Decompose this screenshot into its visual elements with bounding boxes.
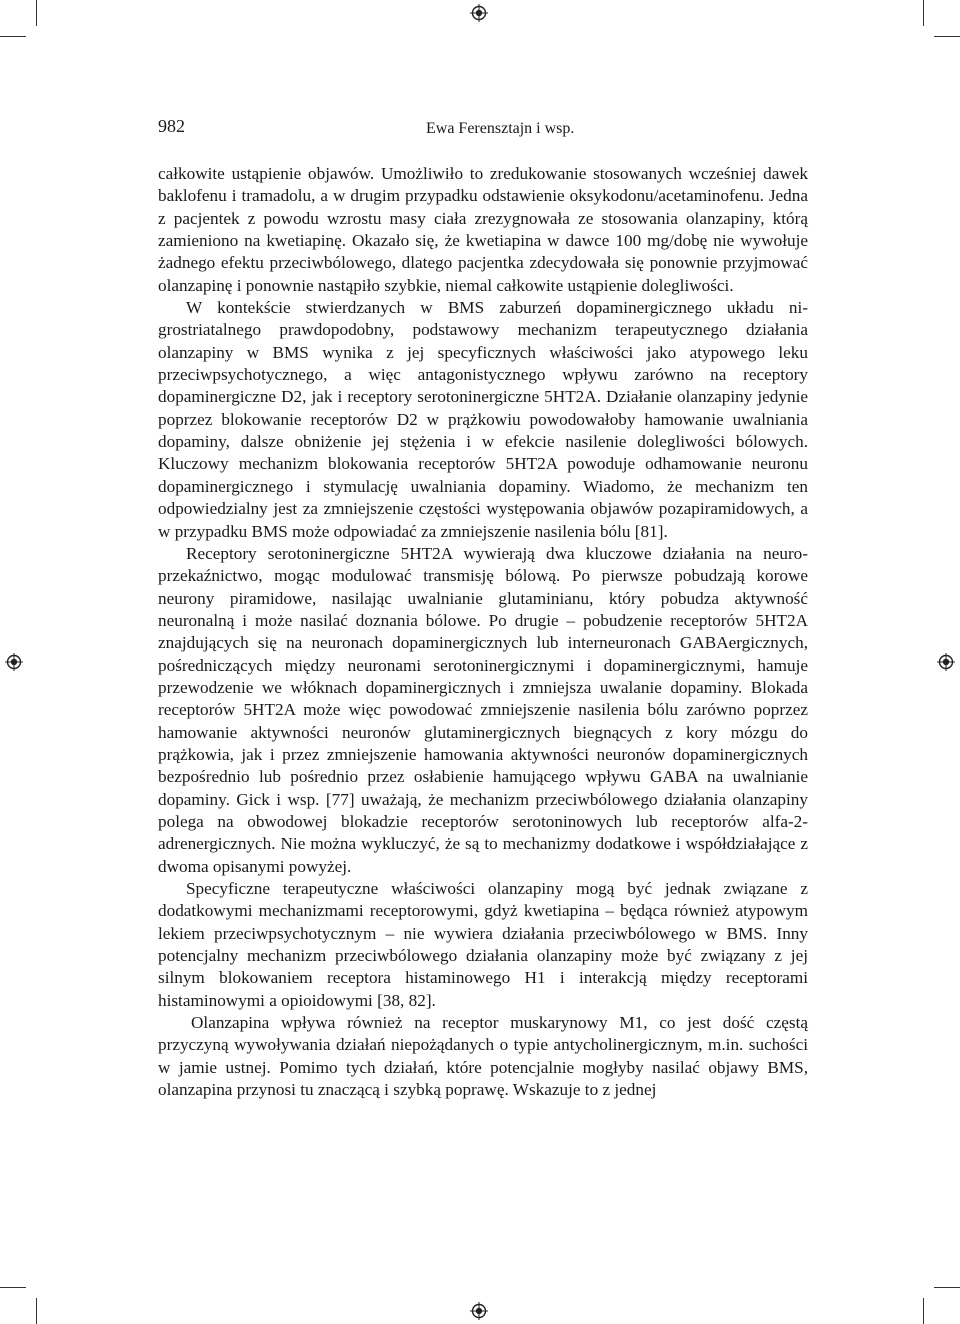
crop-mark-top-left-horizontal	[0, 36, 26, 37]
crop-mark-bottom-left-horizontal	[0, 1287, 26, 1288]
article-body	[158, 163, 808, 1101]
registration-mark-left-icon	[5, 653, 23, 671]
registration-mark-top-icon	[470, 4, 488, 22]
registration-mark-bottom-icon	[470, 1302, 488, 1320]
crop-mark-top-right-horizontal	[934, 36, 960, 37]
crop-mark-bottom-right-horizontal	[934, 1287, 960, 1288]
running-title: Ewa Ferensztajn i wsp.	[426, 120, 575, 137]
crop-mark-top-right-vertical	[923, 0, 924, 26]
crop-mark-bottom-right-vertical	[923, 1298, 924, 1324]
page-number: 982	[158, 116, 185, 136]
crop-mark-bottom-left-vertical	[36, 1298, 37, 1324]
paragraph-olanzapine-mechanism: W kontekście stwierdzanych w BMS zaburzeń dopaminergicznego układu nigrostriatalnego prawdopodobny, podstawowy mechanizm terapeutycznego działania olanzapiny w BMS wynika z jej specyficznych właściwości jako atypowego leku przeciwpsychotycznego, a więc antagonistycznego wpływu zarówno na receptory dopaminergiczne D2, jak i receptory serotoninergiczne 5HT2A. Działanie olanzapiny jedynie poprzez blokowanie receptorów D2 w prążkowiu powodowałoby hamowanie uwalniania dopaminy, dalsze obniżenie jej stężenia i w efekcie nasilenie dolegliwości bólowych. Kluczowy mechanizm blokowania receptorów 5HT2A powoduje odhamowanie neuronu dopaminergicznego i stymulację uwalniania dopaminy. Wiadomo, że mechanizm ten odpowiedzialny jest za zmniejszenie częstości występowania objawów pozapiramidowych, a w przypadku BMS może odpowiadać za zmniejszenie nasilenia bólu [81].	[158, 298, 808, 541]
paragraph-additional-mechanisms: Specyficzne terapeutyczne właściwości olanzapiny mogą być jednak związane z dodatkowymi mechanizmami receptorowymi, gdyż kwetiapina – będąca również atypowym lekiem przeciwpsychotycznym – nie wywiera działania przeciwbólowego w BMS. Inny potencjalny mechanizm przeciwbólowego działania olanzapiny może być związany z jej silnym blokowaniem receptora histaminowego H1 i interakcją między receptorami histaminowymi a opioidowymi [38, 82].	[158, 879, 808, 1010]
registration-mark-right-icon	[937, 653, 955, 671]
crop-mark-top-left-vertical	[36, 0, 37, 26]
paragraph-m1-receptor: Olanzapina wpływa również na receptor muskarynowy M1, co jest dość częstą przyczyną wywoływania działań niepożądanych o typie antycholinergicznym, m.in. suchości w jamie ustnej. Pomimo tych działań, które potencjalnie mogłyby nasilać objawy BMS, olanzapina przynosi tu znaczącą i szybką poprawę. Wskazuje to z jednej	[158, 1013, 808, 1100]
paragraph-continuation: całkowite ustąpienie objawów. Umożliwiło to zredukowanie stosowanych wcześniej dawek baklofenu i tramadolu, a w drugim przypadku odstawienie oksykodonu/acetaminofenu. Jedna z pacjentek z powodu wzrostu masy ciała zrezygnowała ze stosowania olanzapiny, którą zamieniono na kwetiapinę. Okazało się, że kwetiapina w dawce 100 mg/dobę nie wywołuje żadnego efektu przeciwbólowego, dlatego pacjentka zdecydowała się ponownie przyjmować olanzapinę i ponownie nastąpiło szybkie, niemal całkowite ustąpienie dolegliwości.	[158, 164, 808, 295]
paragraph-5ht2a-receptors: Receptory serotoninergiczne 5HT2A wywierają dwa kluczowe działania na neuroprzekaźnictwo, mogąc modulować transmisję bólową. Po pierwsze pobudzają korowe neurony piramidowe, nasilając uwalnianie glutaminianu, który pobudza aktywność neuronalną i może nasilać doznania bólowe. Po drugie – pobudzenie receptorów 5HT2A znajdujących się na neuronach dopaminergicznych lub interneuronach GABAergicznych, pośredniczących między neuronami serotoninergicznymi i dopaminergicznymi, hamuje przewodzenie we włóknach dopaminergicznych i zmniejsza uwalanie dopaminy. Blokada receptorów 5HT2A może więc powodować zmniejszenie nasilenia bólu zarówno poprzez hamowanie aktywności neuronów glutaminergicznych biegnących z kory mózgu do prążkowia, jak i przez zmniejszenie hamowania aktywności neuronów dopaminergicznych bezpośrednio lub pośrednio przez osłabienie hamującego wpływu GABA na uwalnianie dopaminy. Gick i wsp. [77] uważają, że mechanizm przeciwbólowego działania olanzapiny polega na obwodowej blokadzie receptorów serotoninowych lub receptorów alfa-2-adrenergicznych. Nie można wykluczyć, że są to mechanizmy dodatkowe i współdziałające z dwoma opisanymi powyżej.	[158, 543, 808, 876]
